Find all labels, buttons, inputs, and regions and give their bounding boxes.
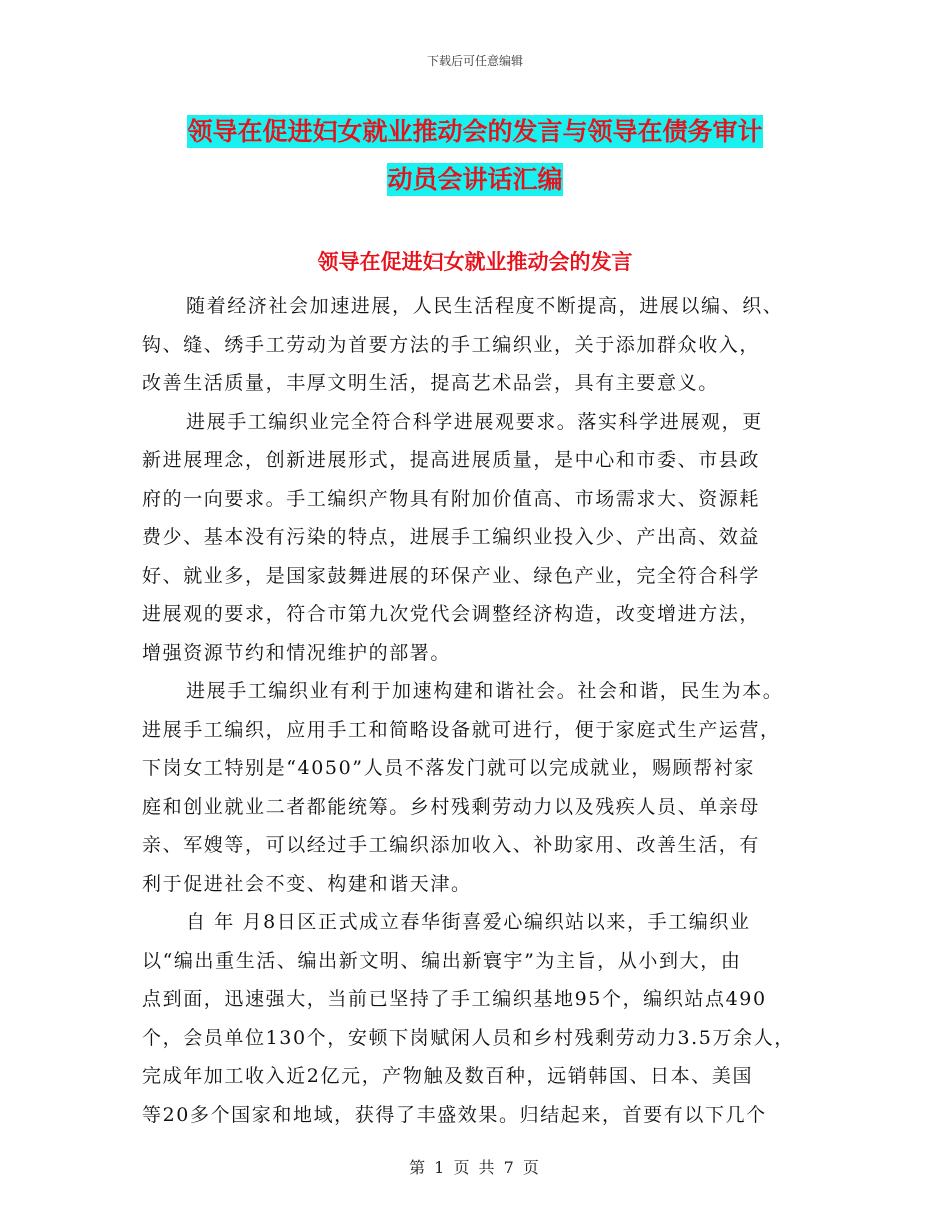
text-line: 个，会员单位130个，安顿下岗赋闲人员和乡村残剩劳动力3.5万余人， [142,1026,795,1049]
text-line: 好、就业多，是国家鼓舞进展的环保产业、绿色产业，完全符合科学 [142,564,761,587]
text-line: 自 年 月8日区正式成立春华街喜爱心编织站以来，手工编织业 [186,911,751,933]
text-line: 改善生活质量，丰厚文明生活，提高艺术品尝，具有主要意义。 [142,372,719,394]
text-line: 下岗女工特别是“4050”人员不落发门就可以完成就业，赐顾帮衬家 [142,757,755,779]
document-title-line-1: 领导在促进妇女就业推动会的发言与领导在债务审计 [187,117,763,146]
body-text [142,287,832,1134]
text-line: 以“编出重生活、编出新文明、编出新寰宇”为主旨，从小到大，由 [142,949,742,972]
text-line: 随着经济社会加速进展，人民生活程度不断提高，进展以编、织、 [186,295,784,317]
text-line: 进展手工编织业完全符合科学进展观要求。落实科学进展观，更 [186,410,763,433]
paragraph-4 [142,903,832,1134]
text-line: 费少、基本没有污染的特点，进展手工编织业投入少、产出高、效益 [142,526,761,548]
paragraph-2 [142,403,832,673]
text-line: 利于促进社会不变、构建和谐天津。 [142,872,472,895]
paragraph-1 [142,287,832,403]
text-line: 进展手工编织，应用手工和简略设备就可进行，便于家庭式生产运营， [142,718,781,741]
document-title-line-2: 动员会讲话汇编 [387,165,563,194]
text-line: 增强资源节约和情况维护的部署。 [142,641,452,664]
text-line: 亲、军嫂等，可以经过手工编织添加收入、补助家用、改善生活，有 [142,834,761,856]
document-title [0,108,950,204]
text-line: 进展观的要求，符合市第九次党代会调整经济构造，改变增进方法， [142,603,761,625]
text-line: 点到面，迅速强大，当前已坚持了手工编织基地95个，编织站点490 [142,988,767,1010]
section-title: 领导在促进妇女就业推动会的发言 [317,249,633,274]
text-line: 庭和创业就业二者都能统筹。乡村残剩劳动力以及残疾人员、单亲母 [142,795,761,818]
text-line: 新进展理念，创新进展形式，提高进展质量，是中心和市委、市县政 [142,449,761,471]
text-line: 钩、缝、绣手工劳动为首要方法的手工编织业，关于添加群众收入， [142,333,761,356]
page-footer: 第 1 页 共 7 页 [409,1158,541,1177]
paragraph-3 [142,672,832,903]
text-line: 等20多个国家和地域，获得了丰盛效果。归结起来，首要有以下几个 [142,1103,767,1126]
header-note: 下载后可任意编辑 [426,54,523,68]
text-line: 府的一向要求。手工编织产物具有附加价值高、市场需求大、资源耗 [142,487,761,510]
text-line: 进展手工编织业有利于加速构建和谐社会。社会和谐，民生为本。 [186,680,784,702]
text-line: 完成年加工收入近2亿元，产物触及数百种，远销韩国、日本、美国 [142,1065,754,1087]
